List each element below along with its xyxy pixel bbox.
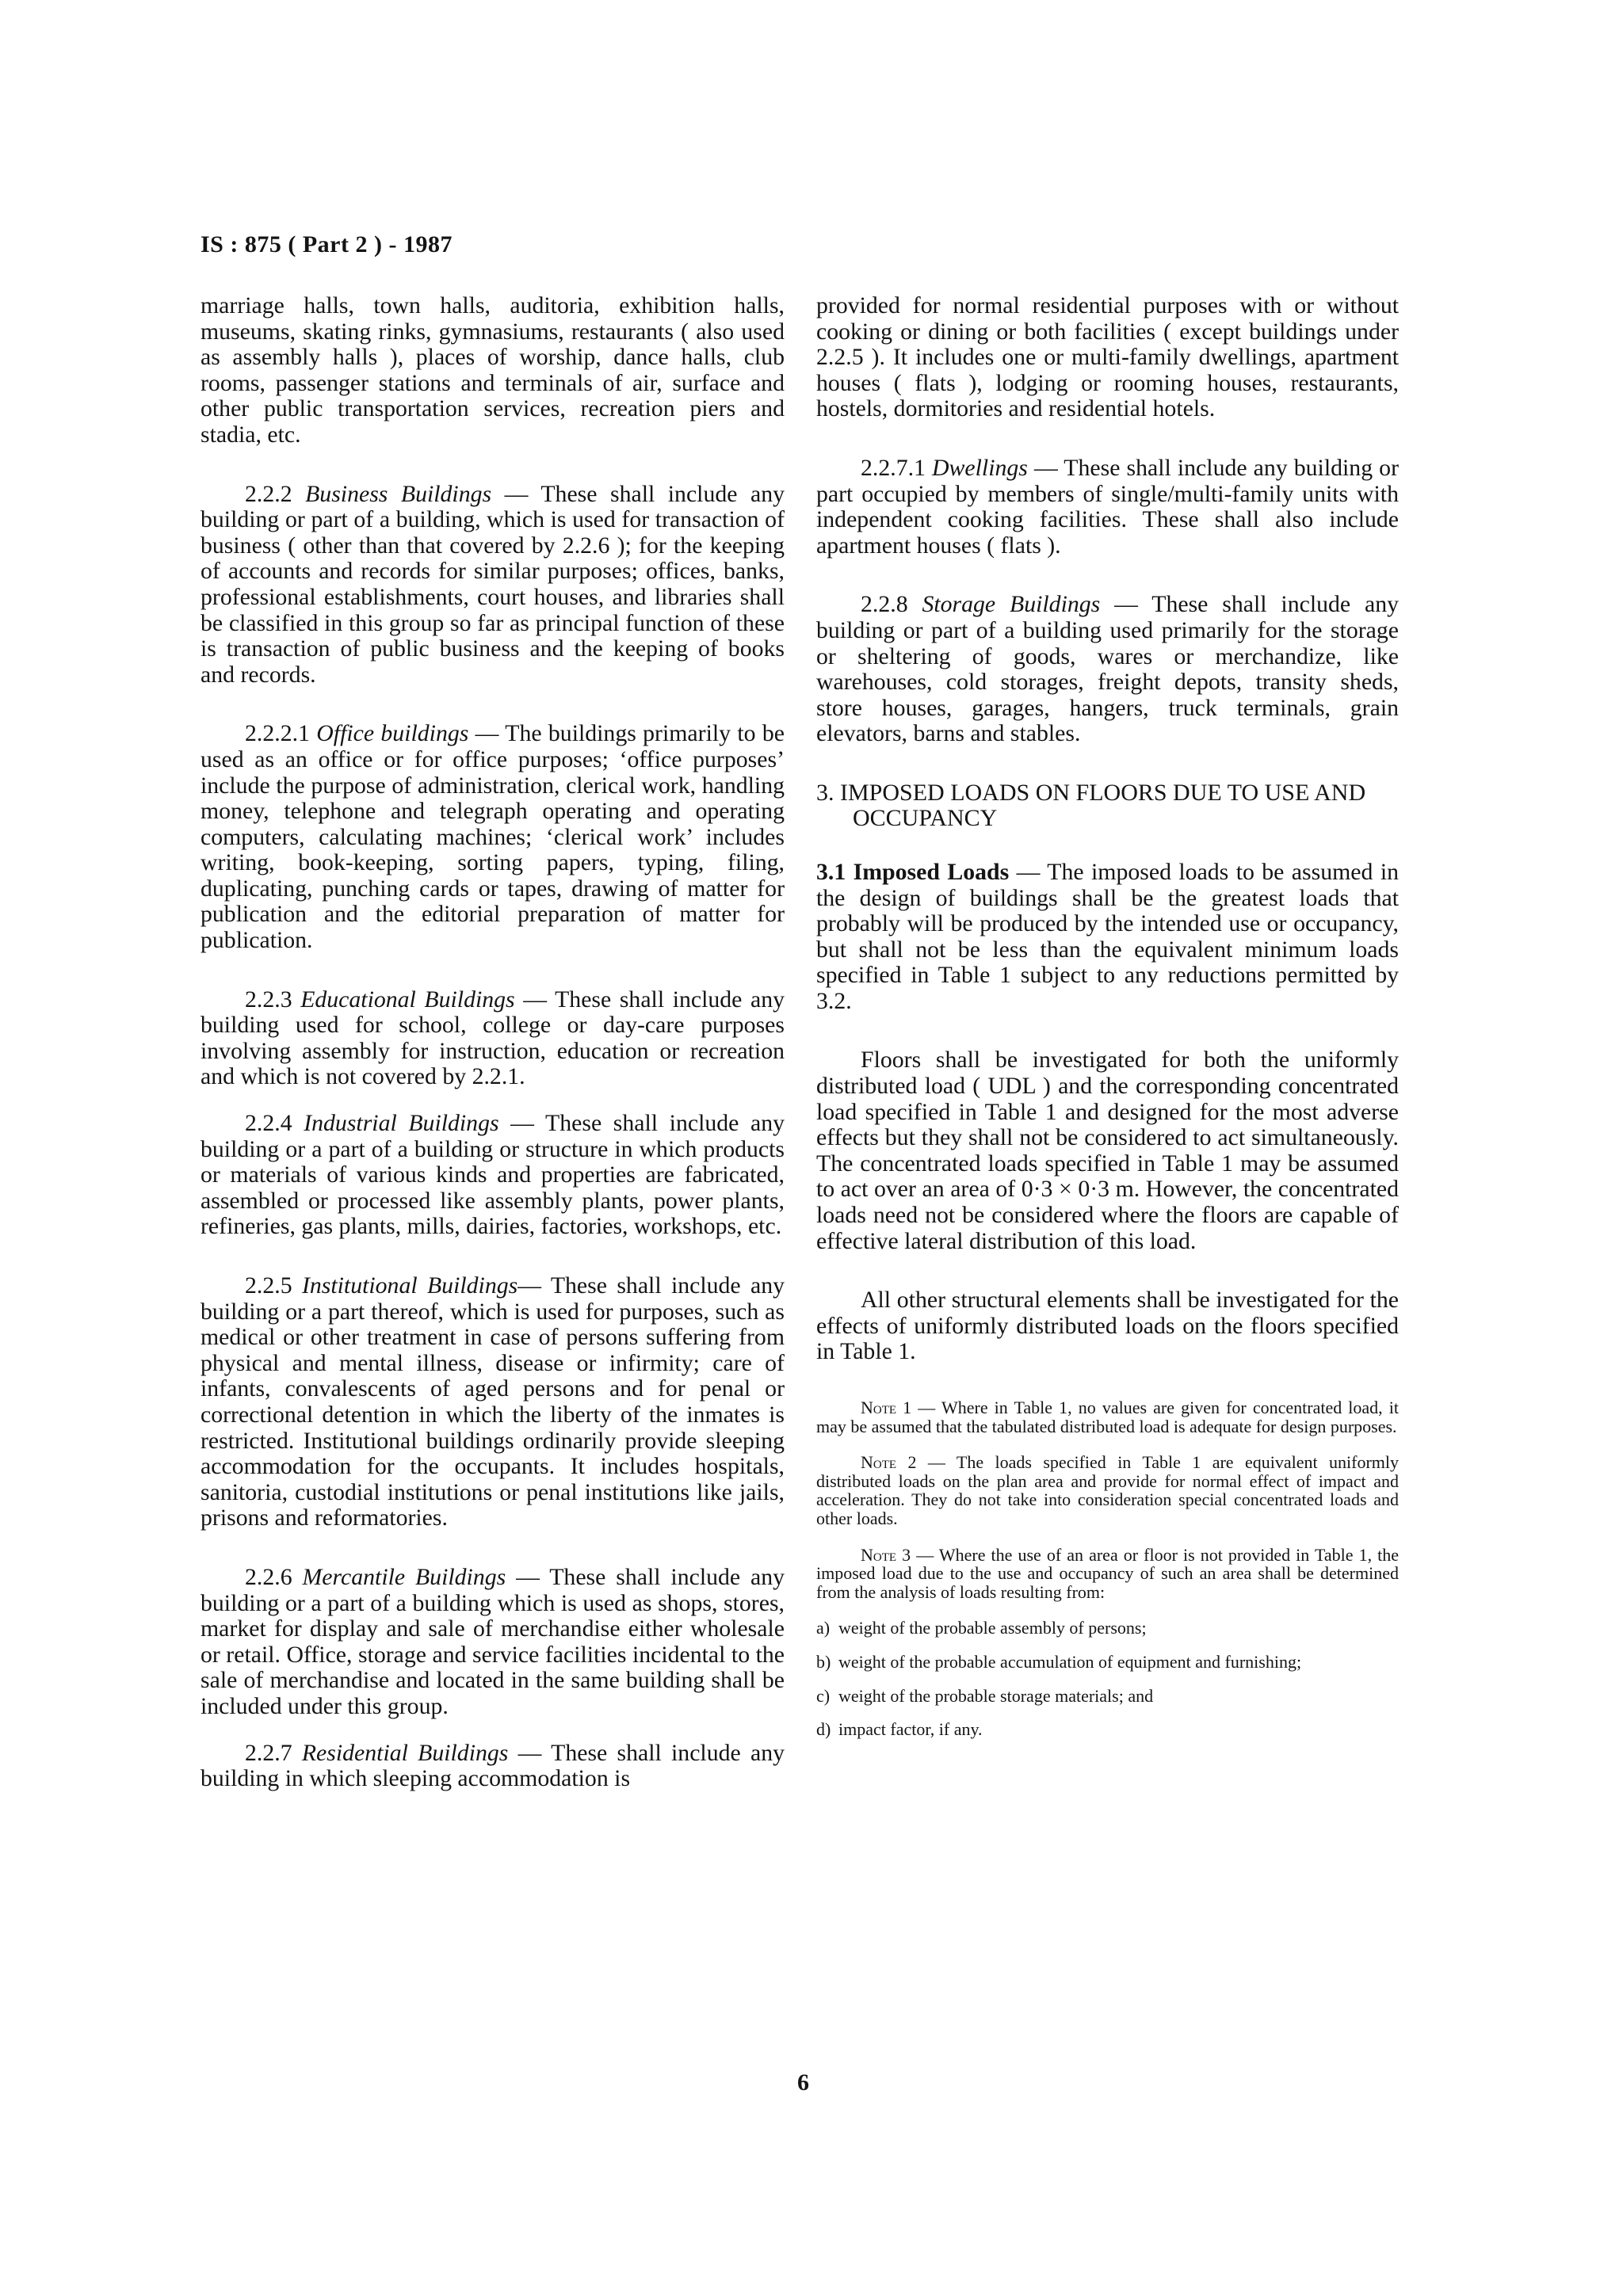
paragraph-2-2-7-1: 2.2.7.1 Dwellings — These shall include any building or part occupied by members of single/multi-family units with independent cooking facilities. These shall also include apartment houses ( flats ). [816, 454, 1399, 559]
paragraph-2-2-4: 2.2.4 Industrial Buildings — These shall include any building or a part of a building or structure in which products or materials of various kinds and properties are fabricated, assembled or processed like assembly plants, power plants, refineries, gas plants, mills, dairies, factories, workshops, etc. [200, 1110, 785, 1240]
notes [816, 1398, 1399, 1739]
paragraph-2-2-5: 2.2.5 Institutional Buildings— These shall include any building or a part thereof, which is used for purposes, such as medical or other treatment in case of persons suffering from physical and mental illness, disease or infirmity; care of infants, convalescents of aged persons and for penal or correctional detention in which the liberty of the inmates is restricted. Institutional buildings ordinarily provide sleeping accommodation for the occupants. It includes hospitals, sanitoria, custodial institutions or penal institutions like jails, prisons and reformatories. [200, 1272, 785, 1531]
paragraph-2-2-8: 2.2.8 Storage Buildings — These shall include any building or part of a building used primarily for the storage or sheltering of goods, wares or merchandize, like warehouses, cold storages, freight depots, transity sheds, store houses, garages, hangers, truck terminals, grain elevators, barns and stables. [816, 591, 1400, 747]
right-column [816, 293, 1399, 1754]
left-column [200, 293, 785, 1825]
list-item: c) weight of the probable storage materials; and [816, 1685, 1154, 1706]
page-number: 6 [797, 2069, 809, 2096]
paragraph-structural-elements: All other structural elements shall be investigated for the effects of uniformly distributed loads on the floors specified in Table 1. [816, 1287, 1399, 1365]
list-item: a) weight of the probable assembly of persons; [816, 1618, 1147, 1638]
note-2: Note 2 — The loads specified in Table 1 are equivalent uniformly distributed loads on the plan area and provide for normal effect of impact and acceleration. They do not take into consideration special concentrated loads and other loads. [816, 1452, 1400, 1528]
paragraph-2-2-2: 2.2.2 Business Buildings — These shall include any building or part of a building, which is used for transaction of business ( other than that covered by 2.2.6 ); for the keeping of accounts and records for similar purposes; offices, banks, professional establishments, court houses, and libraries shall be classified in this group so far as principal function of these is transaction of public business and the keeping of books and records. [200, 480, 785, 688]
note-1: Note 1 — Where in Table 1, no values are given for concentrated load, it may be assumed that the tabulated distributed load is adequate for design purposes. [816, 1398, 1400, 1436]
paragraph-2-2-6: 2.2.6 Mercantile Buildings — These shall include any building or a part of a building which is used as shops, stores, market for display and sale of merchandise either wholesale or retail. Office, storage and service facilities incidental to the sale of merchandise and located in the same building shall be included under this group. [200, 1563, 785, 1719]
paragraph-2-2-3: 2.2.3 Educational Buildings — These shall include any building used for school, college or day-care purposes involving assembly for instruction, education or recreation and which is not covered by 2.2.1. [200, 986, 785, 1090]
paragraph-2-2-2-1: 2.2.2.1 Office buildings — The buildings primarily to be used as an office or for office purposes; ‘office purposes’ include the purpose of administration, clerical work, handling money, telephone and telegraph operating and operating computers, calculating machines; ‘clerical work’ includes writing, book-keeping, sorting papers, typing, filing, duplicating, punching cards or tapes, drawing of matter for publication and the editorial preparation of matter for publication. [200, 720, 785, 954]
section-3-heading: 3. IMPOSED LOADS ON FLOORS DUE TO USE AND OCCUPANCY [816, 779, 1366, 831]
note-3-list [816, 1619, 1399, 1738]
note-3: Note 3 — Where the use of an area or floor is not provided in Table 1, the imposed load due to the use and occupancy of such an area shall be determined from the analysis of loads resulting from: [816, 1544, 1400, 1602]
paragraph-floors: Floors shall be investigated for both the uniformly distributed load ( UDL ) and the corresponding concentrated load specified in Table 1 and designed for the most adverse effects but they shall not be considered to act simultaneously. The concentrated loads specified in Table 1 may be assumed to act over an area of 0·3 × 0·3 m. However, the concentrated loads need not be considered where the floors are capable of effective lateral distribution of this load. [816, 1047, 1399, 1254]
list-item: d) impact factor, if any. [816, 1719, 983, 1740]
list-item: b) weight of the probable accumulation of equipment and furnishing; [816, 1651, 1302, 1672]
paragraph-2-2-7-continued: provided for normal residential purposes with or without cooking or dining or both facilities ( except buildings under 2.2.5 ). It includes one or multi-family dwellings, apartment houses ( flats ), lodging or rooming houses, restaurants, hostels, dormitories and residential hotels. [816, 292, 1399, 422]
paragraph-3-1: 3.1 Imposed Loads — The imposed loads to be assumed in the design of buildings shall be the greatest loads that probably will be produced by the intended use or occupancy, but shall not be less than the equivalent minimum loads specified in Table 1 subject to any reductions permitted by 3.2. [816, 858, 1400, 1014]
paragraph-2-2-7: 2.2.7 Residential Buildings — These shall include any building in which sleeping accommodation is [200, 1739, 785, 1792]
document-header: IS : 875 ( Part 2 ) - 1987 [200, 231, 453, 257]
paragraph-assembly-continued: marriage halls, town halls, auditoria, exhibition halls, museums, skating rinks, gymnasiums, restaurants ( also used as assembly halls ), places of worship, dance halls, club rooms, passenger stations and terminals of air, surface and other public transportation services, recreation piers and stadia, etc. [200, 292, 785, 448]
